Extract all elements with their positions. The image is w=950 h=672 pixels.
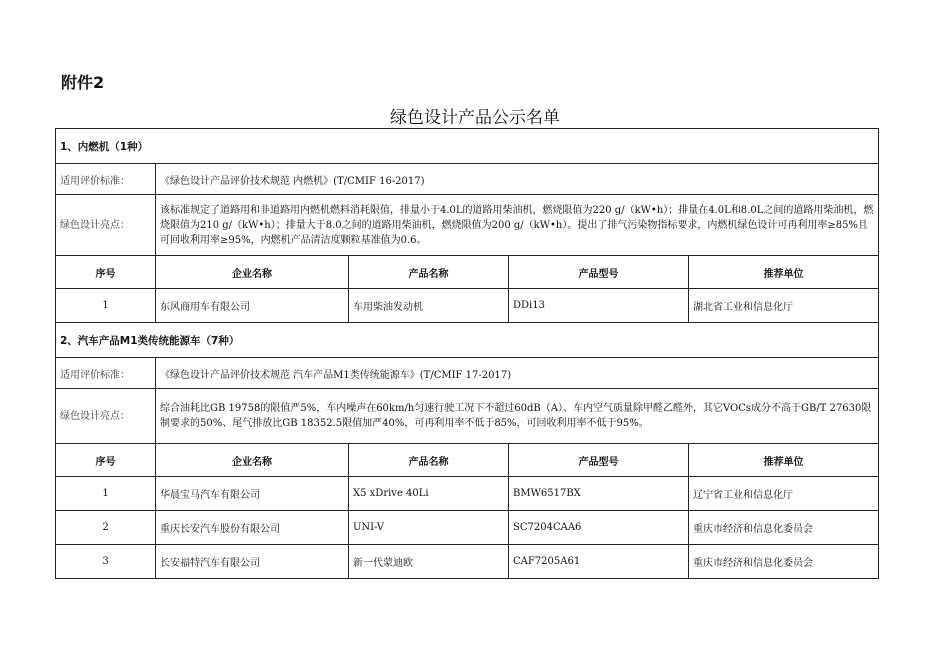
- table-row: [56, 289, 879, 323]
- row-index: 3: [56, 545, 156, 579]
- row-product: 新一代蒙迪欧: [349, 545, 509, 579]
- highlights-label: 绿色设计亮点：: [56, 195, 156, 256]
- row-company: 重庆长安汽车股份有限公司: [156, 511, 349, 545]
- col-header-recommender: 推荐单位: [689, 444, 879, 477]
- col-header-product: 产品名称: [349, 256, 509, 289]
- col-header-index: 序号: [56, 444, 156, 477]
- col-header-company: 企业名称: [156, 256, 349, 289]
- row-recommender: 辽宁省工业和信息化厅: [689, 477, 879, 511]
- table-row: [56, 545, 879, 579]
- col-header-index: 序号: [56, 256, 156, 289]
- section-title: 2、汽车产品M1类传统能源车（7种）: [56, 323, 879, 358]
- row-index: 1: [56, 289, 156, 323]
- row-product: UNI-V: [349, 511, 509, 545]
- highlights-label: 绿色设计亮点：: [56, 389, 156, 444]
- document-title: 绿色设计产品公示名单: [390, 108, 560, 128]
- standard-label: 适用评价标准：: [56, 358, 156, 389]
- column-header-row: [56, 444, 879, 477]
- highlights-row: [56, 389, 879, 444]
- table-row: [56, 511, 879, 545]
- section-header: [56, 323, 879, 358]
- highlights-row: [56, 195, 879, 256]
- row-company: 东风商用车有限公司: [156, 289, 349, 323]
- row-recommender: 湖北省工业和信息化厅: [689, 289, 879, 323]
- row-recommender: 重庆市经济和信息化委员会: [689, 545, 879, 579]
- standard-label: 适用评价标准：: [56, 164, 156, 195]
- standard-text: 《绿色设计产品评价技术规范 内燃机》(T/CMIF 16-2017): [156, 164, 879, 195]
- row-index: 2: [56, 511, 156, 545]
- highlights-text: 综合油耗比GB 19758的限值严5%，车内噪声在60km/h匀速行驶工况下不超过60dB（A）、车内空气质量除甲醛乙醛外，其它VOCs成分不高于GB/T 27630限制要求的50%、尾气排放比GB 18352.5限值加严40%，可再利用率不低于85%，可回收利用率不低于95%。: [156, 389, 879, 444]
- section-header: [56, 129, 879, 164]
- section-title: 1、内燃机（1种）: [56, 129, 879, 164]
- standard-text: 《绿色设计产品评价技术规范 汽车产品M1类传统能源车》(T/CMIF 17-2017): [156, 358, 879, 389]
- product-table: [55, 128, 879, 579]
- col-header-recommender: 推荐单位: [689, 256, 879, 289]
- row-product: 车用柴油发动机: [349, 289, 509, 323]
- row-recommender: 重庆市经济和信息化委员会: [689, 511, 879, 545]
- row-index: 1: [56, 477, 156, 511]
- col-header-model: 产品型号: [509, 444, 689, 477]
- row-model: CAF7205A61: [509, 545, 689, 579]
- col-header-model: 产品型号: [509, 256, 689, 289]
- standard-row: [56, 164, 879, 195]
- row-company: 长安福特汽车有限公司: [156, 545, 349, 579]
- row-model: BMW6517BX: [509, 477, 689, 511]
- row-company: 华晨宝马汽车有限公司: [156, 477, 349, 511]
- row-model: DDi13: [509, 289, 689, 323]
- attachment-label: 附件2: [61, 73, 105, 92]
- col-header-product: 产品名称: [349, 444, 509, 477]
- col-header-company: 企业名称: [156, 444, 349, 477]
- table-row: [56, 477, 879, 511]
- column-header-row: [56, 256, 879, 289]
- highlights-text: 该标准规定了道路用和非道路用内燃机燃料消耗限值，排量小于4.0L的道路用柴油机，燃烧限值为220 g/（kW•h）；排量在4.0L和8.0L之间的道路用柴油机，燃烧限值为210 g/（kW•h）；排量大于8.0之间的道路用柴油机，燃烧限值为200 g/（kW•h）。提出了排气污染物指标要求，内燃机绿色设计可再利用率≥85%且可回收利用率≥95%，内燃机产品清洁度颗粒基准值为0.6。: [156, 195, 879, 256]
- row-model: SC7204CAA6: [509, 511, 689, 545]
- standard-row: [56, 358, 879, 389]
- row-product: X5 xDrive 40Li: [349, 477, 509, 511]
